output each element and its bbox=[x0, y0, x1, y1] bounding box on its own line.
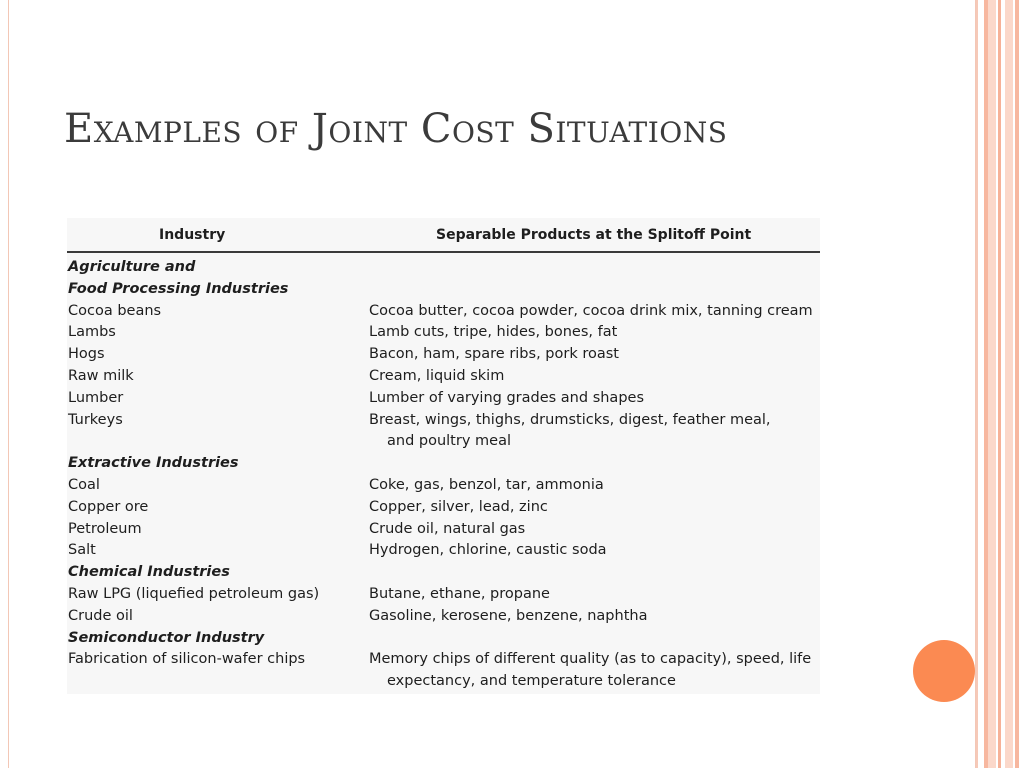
products-line: Coke, gas, benzol, tar, ammonia bbox=[369, 476, 604, 493]
products-line: Lumber of varying grades and shapes bbox=[369, 389, 644, 406]
products-line: Copper, silver, lead, zinc bbox=[369, 498, 548, 515]
industry-cell: Lumber bbox=[68, 389, 124, 406]
industry-cell: Copper ore bbox=[68, 498, 149, 515]
table-row bbox=[67, 301, 820, 323]
industry-cell: Crude oil bbox=[68, 607, 133, 624]
table-row bbox=[67, 410, 820, 454]
industry-cell: Turkeys bbox=[68, 411, 123, 428]
section-label: Food Processing Industries bbox=[68, 280, 289, 297]
products-cell bbox=[369, 584, 820, 606]
section-label: Semiconductor Industry bbox=[68, 629, 265, 646]
table-row bbox=[67, 475, 820, 497]
industry-cell: Fabrication of silicon-wafer chips bbox=[68, 651, 306, 668]
table-row bbox=[67, 649, 820, 693]
section-label: Agriculture and bbox=[68, 259, 196, 275]
products-cell bbox=[369, 322, 820, 344]
industry-cell: Raw LPG (liquefied petroleum gas) bbox=[68, 585, 320, 602]
stripe bbox=[988, 0, 996, 768]
section-header-row bbox=[67, 453, 820, 475]
products-line: Butane, ethane, propane bbox=[369, 585, 550, 602]
products-line: Gasoline, kerosene, benzene, naphtha bbox=[369, 607, 648, 624]
column-header-industry: Industry bbox=[159, 227, 226, 243]
table-row bbox=[67, 584, 820, 606]
industry-cell: Raw milk bbox=[68, 367, 134, 384]
products-cell bbox=[369, 540, 820, 562]
products-cell bbox=[369, 497, 820, 519]
products-cell bbox=[369, 388, 820, 410]
products-cell bbox=[369, 344, 820, 366]
products-line: Lamb cuts, tripe, hides, bones, fat bbox=[369, 324, 618, 341]
products-cell bbox=[369, 606, 820, 628]
table-row bbox=[67, 344, 820, 366]
products-cell bbox=[369, 519, 820, 541]
industry-cell: Coal bbox=[68, 476, 100, 493]
section-label: Chemical Industries bbox=[68, 564, 230, 581]
stripe bbox=[976, 0, 978, 768]
products-line: Crude oil, natural gas bbox=[369, 520, 526, 537]
table-row bbox=[67, 606, 820, 628]
table-row bbox=[67, 497, 820, 519]
section-label: Extractive Industries bbox=[68, 455, 239, 472]
products-line: Cocoa butter, cocoa powder, cocoa drink mix, tanning cream bbox=[369, 302, 813, 319]
industry-cell: Petroleum bbox=[68, 520, 142, 537]
slide-title: Examples of Joint Cost Situations bbox=[64, 106, 728, 152]
stripe bbox=[998, 0, 1001, 768]
industry-cell: Lambs bbox=[68, 324, 116, 341]
table-header bbox=[67, 218, 820, 253]
products-cell bbox=[369, 475, 820, 497]
products-line: and poultry meal bbox=[387, 433, 511, 450]
products-line: Breast, wings, thighs, drumsticks, digest, feather meal, bbox=[369, 411, 771, 428]
table-row bbox=[67, 366, 820, 388]
table-row bbox=[67, 540, 820, 562]
table-row bbox=[67, 519, 820, 541]
products-cell bbox=[369, 410, 820, 454]
stripe bbox=[1005, 0, 1013, 768]
industry-cell: Salt bbox=[68, 542, 96, 559]
table-row bbox=[67, 388, 820, 410]
products-line: Memory chips of different quality (as to capacity), speed, life bbox=[369, 651, 812, 668]
products-line: Hydrogen, chlorine, caustic soda bbox=[369, 542, 607, 559]
products-line: Cream, liquid skim bbox=[369, 367, 505, 384]
products-cell bbox=[369, 649, 820, 693]
section-header-row bbox=[67, 562, 820, 584]
section-header-row bbox=[67, 257, 820, 279]
products-cell bbox=[369, 366, 820, 388]
products-line: expectancy, and temperature tolerance bbox=[387, 673, 676, 690]
stripe bbox=[1015, 0, 1019, 768]
section-header-row bbox=[67, 628, 820, 650]
section-header-row bbox=[67, 279, 820, 301]
decorative-stripes bbox=[976, 0, 1024, 768]
products-line: Bacon, ham, spare ribs, pork roast bbox=[369, 346, 619, 363]
joint-cost-table bbox=[67, 218, 820, 694]
table-body bbox=[67, 257, 820, 693]
table-row bbox=[67, 322, 820, 344]
decorative-circle-icon bbox=[913, 640, 975, 702]
products-cell bbox=[369, 301, 820, 323]
industry-cell: Cocoa beans bbox=[68, 302, 162, 319]
column-header-products: Separable Products at the Splitoff Point bbox=[436, 227, 752, 243]
industry-cell: Hogs bbox=[68, 346, 105, 363]
